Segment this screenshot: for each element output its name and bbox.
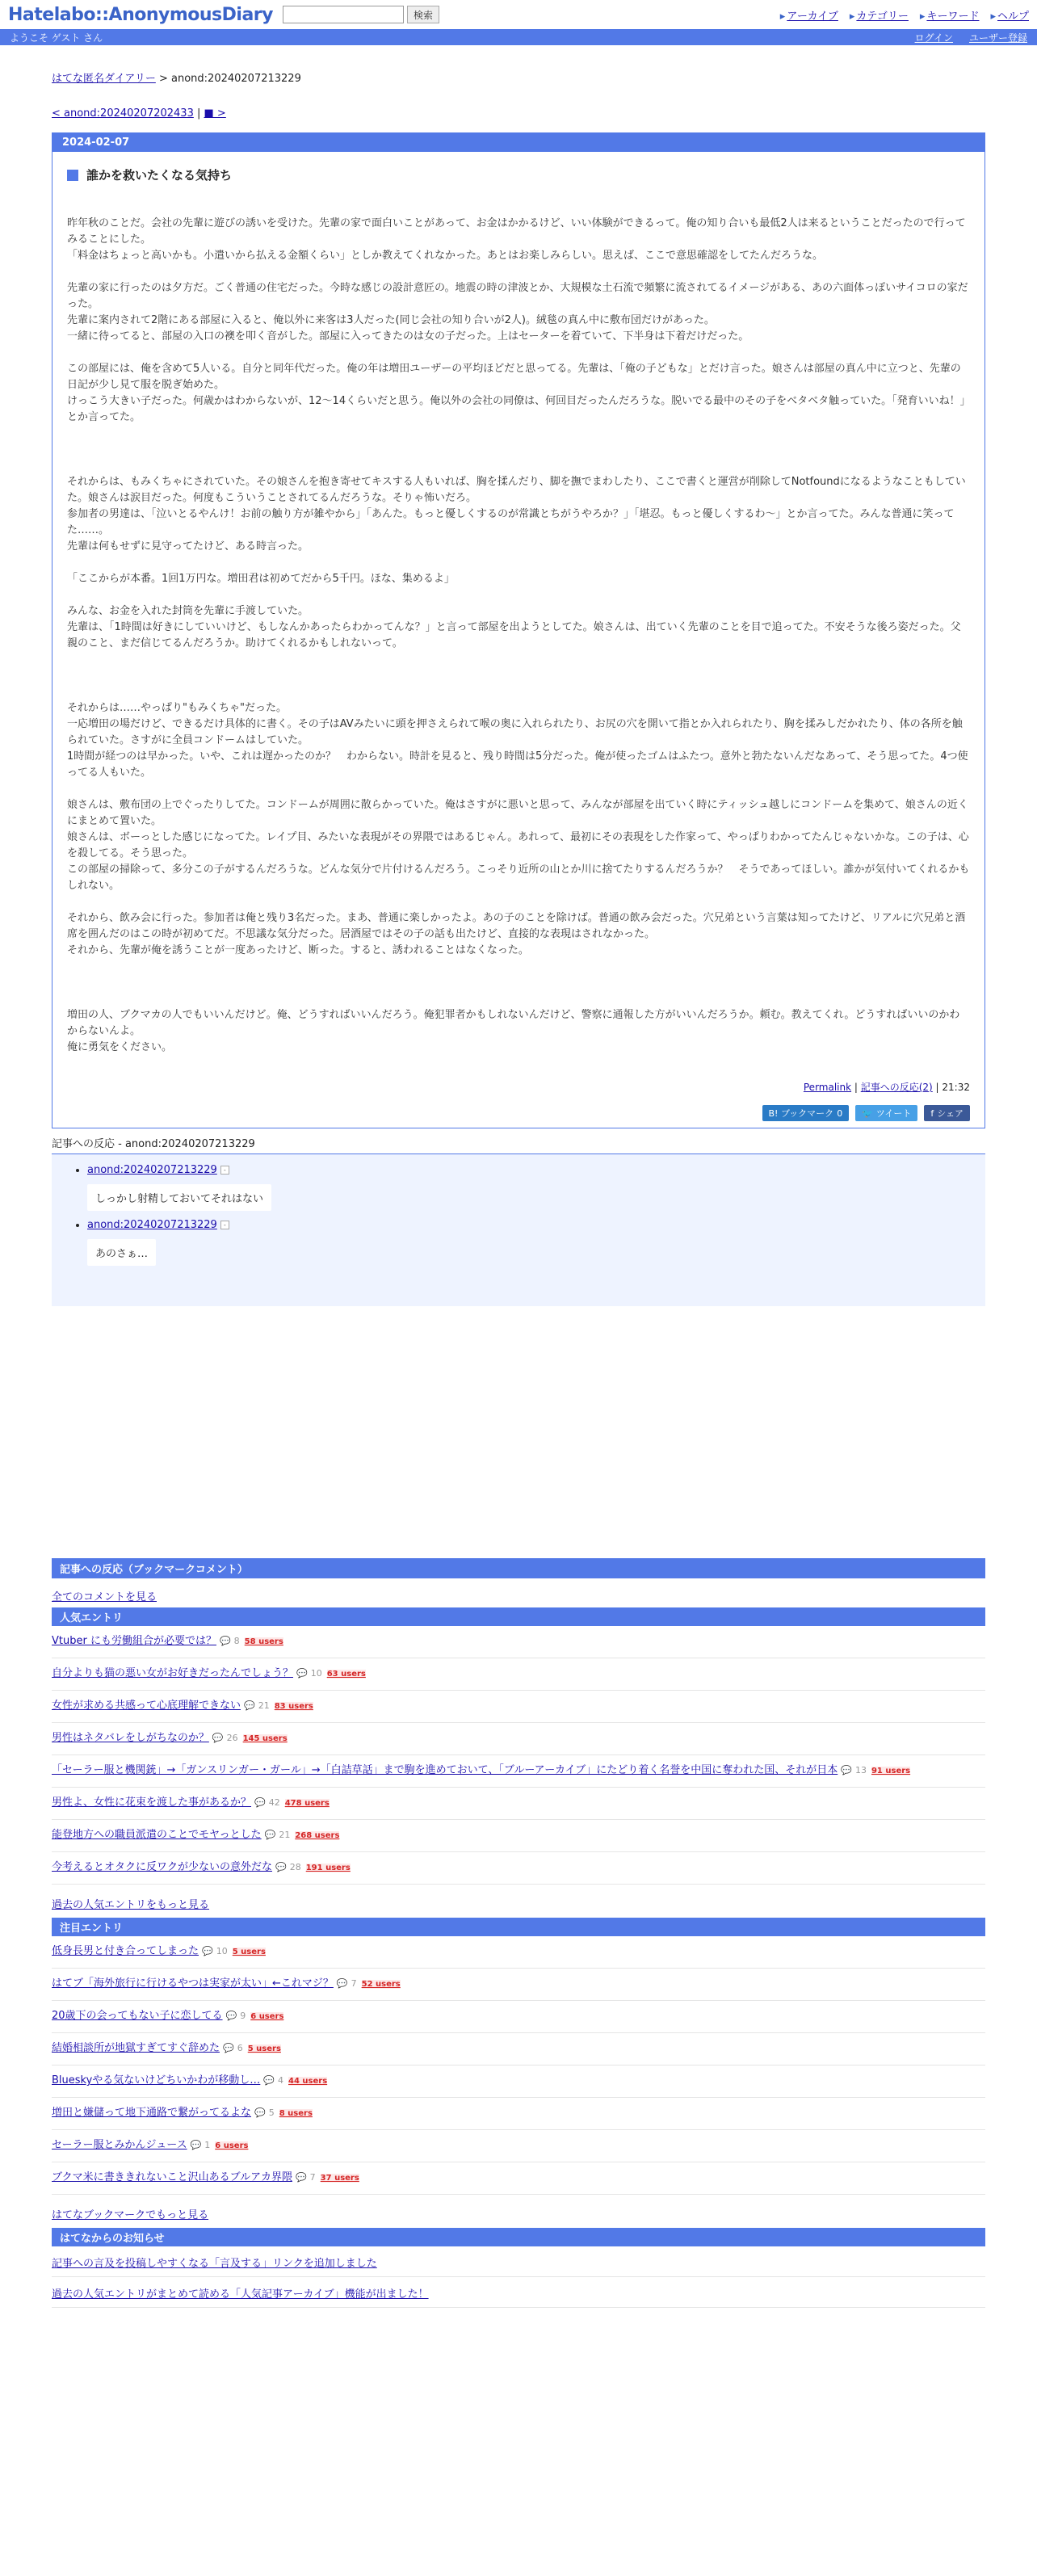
hot-entry-link[interactable]: 「セーラー服と機関銃」→「ガンスリンガー・ガール」→「白詰草話」まで駒を進めておいて、「ブルーアーカイブ」にたどり着く名誉を中国に奪われた国、それが日本 [52,1764,838,1776]
nav-keyword[interactable]: ▸ キーワード [920,7,980,23]
register-link[interactable]: ユーザー登録 [968,32,1027,44]
comment-count: 1 [204,2140,211,2150]
bookmark-users-badge[interactable]: 63 users [326,1670,366,1679]
hot-entry-item [52,2130,985,2162]
bookmark-section [52,1558,985,2308]
comment-bubble-icon: 💬 [244,1700,255,1711]
comment-count: 42 [268,1797,280,1808]
reaction-quote: しっかし射精しておいてそれはない [87,1184,271,1211]
comment-bubble-icon: 💬 [263,2075,275,2086]
hatena-bookmark-label: B! ブックマーク [768,1108,834,1119]
hot-entry-item [52,1626,985,1658]
tweet-button[interactable] [855,1105,917,1121]
bookmark-users-badge[interactable]: 478 users [284,1799,330,1808]
hot-entry-link[interactable]: 男性はネタバレをしがちなのか？ [52,1732,209,1744]
comment-bubble-icon: 💬 [254,2107,266,2118]
entry-paragraph: 娘さんは、敷布団の上でぐったりしてた。コンドームが周囲に散らかっていた。俺はさすがに悪いと思って、みんなが部屋を出ていく時にティッシュ越しにコンドームを集めて、娘さんの近くにまとめて置いた。 [67,799,968,827]
main-column [52,69,985,2308]
comment-bubble-icon: 💬 [212,1733,224,1743]
popular-title: 人気エントリ [52,1607,985,1626]
hot-entry-link[interactable]: 低身長男と付き合ってしまった [52,1945,199,1957]
entry-paragraph: それから、先輩が俺を誘うことが一度あったけど、断った。すると、誘われることはなくなった。 [67,944,529,956]
comment-bubble-icon: 💬 [841,1765,852,1775]
entry-paragraph [67,975,970,991]
entry-paragraph: それからは、もみくちゃにされていた。その娘さんを抱き寄せてキスする人もいれば、胸を揉んだり、脚を撫でまわしたり、ここで書くと運営が削除してNotfoundになるようなこともしていた。娘さんは涙目だった。何度もこういうことされてるんだろうな。そりゃ怖いだろ。 [67,476,966,504]
entry-paragraph: 先輩は、「1時間は好きにしていいけど、もしなんかあったらわかってんな？」と言って部屋を出ようとしてた。娘さんは、出ていく先輩のことを目で追ってた。不安そうな後ろ姿だった。父親のこと、まだ信じてるんだろうか。助けてくれるかもしれないって。 [67,621,961,649]
notice-link[interactable]: 過去の人気エントリがまとめて読める「人気記事アーカイブ」機能が出ました！ [52,2288,429,2301]
comment-bubble-icon: 💬 [296,1668,308,1679]
hot-entry-link[interactable]: 増田と嫌儲って地下通路で繋がってるよな [52,2107,252,2119]
entry-paragraph: それからは……やっぱり"もみくちゃ"だった。 [67,702,287,714]
hot-entry-item [52,2001,985,2033]
entry-paragraph: それから、飲み会に行った。参加者は俺と残り3名だった。まあ、普通に楽しかったよ。あの子のことを除けば。普通の飲み会だった。穴兄弟という言葉は知ってたけど、リアルに穴兄弟と酒席を囲んだのはこの時が初めてだ。不思議な気分だった。居酒屋ではその子の話も出たけど、直接的な表現はされなかった。 [67,912,966,940]
comment-bubble-icon: 💬 [336,1978,348,1989]
entry-paragraph [67,587,970,603]
bookmark-users-badge[interactable]: 83 users [274,1702,313,1711]
facebook-icon: f [930,1107,934,1119]
hot-entry-link[interactable]: Vtuber にも労働組合が必要では？ [52,1635,216,1647]
hot-entry-link[interactable]: 20歳下の会ってもない子に恋してる [52,2010,223,2022]
nav-category[interactable]: ▸ カテゴリー [850,7,909,23]
notice-item [52,2246,985,2277]
hot-entry-item [52,2033,985,2065]
reactions-list [52,1154,985,1306]
prev-entry-link[interactable]: < anond:20240207202433 [52,107,194,120]
entry-paragraph [67,668,970,684]
hot-entry-item [52,1691,985,1723]
entry-body [52,183,985,1056]
hot-entry-link[interactable]: セーラー服とみかんジュース [52,2139,187,2151]
top-nav [780,7,1029,23]
entry-paragraph: 「ここからが本番。1回1万円な。増田君は初めてだから5千円。ほな、集めるよ」 [67,573,455,585]
permalink-link[interactable]: Permalink [803,1082,852,1093]
hot-entry-item [52,1788,985,1820]
bookmark-users-badge[interactable]: 8 users [279,2109,313,2118]
login-link[interactable]: ログイン [914,32,953,44]
notice-title: はてなからのお知らせ [52,2228,985,2246]
entry-paragraph [67,991,970,1007]
entry-footer: Permalink | 記事への反応(2) | 21:32 [803,1082,970,1093]
entry-paragraph: 俺に勇気をください。 [67,1041,173,1053]
twitter-bird-icon: 🐦 [862,1107,873,1119]
hot-entry-item [52,1969,985,2001]
entry-paragraph: 先輩は何もせずに見守ってたけど、ある時言った。 [67,540,309,553]
attention-more-link[interactable]: はてなブックマークでもっと見る [52,2209,209,2221]
entry-title [67,166,985,183]
search-input[interactable] [283,6,404,23]
reactions-link[interactable]: 記事への反応(2) [860,1082,933,1093]
bookmark-users-badge[interactable]: 268 users [295,1831,340,1840]
search-button[interactable]: 検索 [407,6,439,23]
breadcrumb [52,69,985,85]
pager-sep: | [193,107,204,120]
comment-bubble-icon: 💬 [225,2011,237,2021]
hot-entry-link[interactable]: Blueskyやる気ないけどちいかわが移動し… [52,2074,261,2086]
reaction-item [87,1164,985,1211]
entry-time: 21:32 [942,1082,970,1093]
comment-count: 28 [289,1862,301,1872]
comment-count: 7 [351,1978,357,1989]
entry-paragraph [67,345,970,361]
hot-entry-link[interactable]: 結婚相談所が地獄すぎてすぐ辞めた [52,2042,220,2054]
reaction-quote: あのさぁ… [87,1239,156,1266]
hot-entry-item [52,2162,985,2195]
bookmark-users-badge[interactable]: 191 users [305,1864,351,1872]
comment-count: 21 [279,1830,291,1840]
entry-paragraph: 先輩の家に行ったのは夕方だ。ごく普通の住宅だった。今時な感じの設計意匠の。地震の時の津波とか、大規模な土石流で頻繁に流されてるイメージがある、あの六面体っぽいサイコロの家だった。 [67,282,968,310]
pager [52,107,985,120]
top-bar [0,0,1037,29]
hot-entry-link[interactable]: 女性が求める共感って心底理解できない [52,1700,241,1712]
entry-paragraph [67,684,970,700]
bookmark-users-badge[interactable]: 91 users [871,1767,911,1775]
bookmark-users-badge[interactable]: 37 users [320,2174,359,2183]
hot-entry-item [52,1723,985,1755]
entry-paragraph [67,426,970,442]
entry-paragraph [67,555,970,571]
reactions-title: 記事への反応 - anond:20240207213229 [52,1135,985,1154]
breadcrumb-current: anond:20240207213229 [171,73,301,85]
comment-bubble-icon: 💬 [219,1636,231,1646]
comment-count: 7 [309,2172,316,2183]
bookmark-users-badge[interactable]: 58 users [244,1637,283,1646]
comment-count: 8 [233,1636,240,1646]
comment-bubble-icon: 💬 [275,1862,287,1872]
entry-paragraph: この部屋の掃除って、多分この子がするんだろうな。どんな気分で片付けるんだろう。こっそり近所の山とか川に捨てたりするんだろうか？ そうであってほしい。誰かが気付いてくれるかもしれない。 [67,864,970,892]
hot-entry-item [52,1658,985,1691]
welcome-text: ようこそ ゲスト さん [10,32,103,44]
comment-bubble-icon: 💬 [264,1830,276,1840]
comment-count: 26 [226,1733,238,1743]
attention-title: 注目エントリ [52,1918,985,1936]
tweet-label: ツイート [875,1108,912,1119]
comment-count: 21 [258,1700,270,1711]
expand-icon[interactable]: - [220,1221,229,1229]
entry-paragraph: 先輩に案内されて2階にある部屋に入ると、俺以外に来客は3人だった(同じ会社の知り合いが2人)。絨毯の真ん中に敷布団だけがあった。 [67,314,715,326]
entry-paragraph [67,652,970,668]
bookmark-count: 0 [837,1107,843,1119]
nav-help[interactable]: ▸ ヘルプ [990,7,1029,23]
hot-entry-item [52,2098,985,2130]
bookmark-users-badge[interactable]: 5 users [232,1948,266,1956]
entry-paragraph: みんな、お金を入れた封筒を先輩に手渡していた。 [67,605,309,617]
share-label: シェア [937,1108,964,1119]
hot-entry-item [52,1852,985,1885]
hot-entry-link[interactable]: はてブ「海外旅行に行けるやつは実家が太い」←これマジ？ [52,1977,334,1990]
comment-count: 13 [854,1765,867,1775]
comment-count: 10 [310,1668,322,1679]
entry [52,132,985,1128]
notice-item [52,2277,985,2308]
comment-bubble-icon: 💬 [223,2043,234,2053]
site-logo[interactable]: Hatelabo::AnonymousDiary [8,4,273,25]
bookmark-users-badge[interactable]: 5 users [247,2044,281,2053]
notice-link[interactable]: 記事への言及を投稿しやすくなる「言及する」リンクを追加しました [52,2258,377,2270]
breadcrumb-sep: > [155,73,172,85]
entry-paragraph: 増田の人、ブクマカの人でもいいんだけど。俺、どうすればいいんだろう。俺犯罪者かもしれないんだけど、警察に通報した方がいいんだろうか。頼む。教えてくれ。どうすればいいのかわからないんよ。 [67,1009,960,1037]
entry-paragraph [67,458,970,474]
attention-list [52,1936,985,2195]
bookmark-users-badge[interactable]: 44 users [288,2077,328,2086]
entry-paragraph [67,959,970,975]
entry-paragraph: この部屋には、俺を含めて5人いる。自分と同年代だった。俺の年は増田ユーザーの平均ほどだと思ってる。先輩は、「俺の子どもな」とだけ言った。娘さんは部屋の真ん中に立つと、先輩の日記が少し見て服を脱ぎ始めた。 [67,363,961,391]
entry-paragraph [67,442,970,458]
reaction-link[interactable]: anond:20240207213229 [87,1219,217,1231]
entry-paragraph [67,781,970,797]
bookmark-users-badge[interactable]: 52 users [361,1980,401,1989]
entry-square-icon[interactable] [67,170,78,181]
hot-entry-link[interactable]: 能登地方への職員派遣のことでモヤっとした [52,1829,262,1841]
comment-count: 10 [216,1946,228,1956]
popular-more-link[interactable]: 過去の人気エントリをもっと見る [52,1899,210,1911]
hot-entry-link[interactable]: 今考えるとオタクに反ワクが少ないの意外だな [52,1861,273,1873]
expand-icon[interactable]: - [220,1166,229,1175]
reaction-item [87,1219,985,1266]
bookmark-section-title: 記事への反応（ブックマークコメント） [52,1558,985,1578]
comment-bubble-icon: 💬 [202,1946,213,1956]
share-buttons [52,1094,985,1128]
entry-paragraph: 一応増田の場だけど、できるだけ具体的に書く。その子はAVみたいに頭を押さえられて喉の奥に入れられたり、お尻の穴を開いて指とか入れられたり、胸を揉みしだかれたり、体の各所を触られていた。さすがに全員コンドームはしていた。 [67,718,963,746]
breadcrumb-root[interactable]: はてな匿名ダイアリー [52,73,156,85]
entry-paragraph: 娘さんは、ボーっとした感じになってた。レイプ目、みたいな表現がその界隈ではあるじゃん。あれって、最初にその表現をした作家って、やっぱりわかってたんじゃないかな。この子は、心を殺してる。そう思った。 [67,831,969,859]
entry-paragraph: 一緒に待ってると、部屋の入口の襖を叩く音がした。部屋に入ってきたのは女の子だった。上はセーターを着ていて、下半身は下着だけだった。 [67,330,749,342]
comment-count: 4 [278,2075,284,2086]
entry-paragraph: けっこう大きい子だった。何歳かはわからないが、12～14くらいだと思う。俺以外の会社の同僚は、何回目だったんだろうな。脱いでる最中のその子をベタベタ触っていた。「発育いいね！」とか言ってた。 [67,395,966,423]
comment-bubble-icon: 💬 [190,2140,202,2150]
hot-entry-item [52,1820,985,1852]
hot-entry-item [52,2065,985,2098]
entry-date: 2024-02-07 [52,133,985,152]
comment-count: 9 [240,2011,246,2021]
facebook-share-button[interactable] [924,1105,970,1121]
entry-paragraph: 参加者の男達は、「泣いとるやんけ！お前の触り方が雑やから」「あんた。もっと優しくするのが常識とちがうやろか？」「堪忍。もっと優しくするわ～」とか言ってた。みんな普通に笑ってた……。 [67,508,955,536]
notice-list [52,2246,985,2308]
hot-entry-link[interactable]: 自分よりも猫の悪い女がお好きだったんでしょう？ [52,1667,294,1679]
entry-paragraph: 1時間が経つのは早かった。いや、これは遅かったのか？ わからない。時計を見ると、残り時間は5分だった。俺が使ったゴムはふたつ。意外と勃たないんだなあって、そう思ってた。4つ使ってる人もいた。 [67,750,968,779]
hatena-bookmark-button[interactable] [762,1105,850,1121]
comment-bubble-icon: 💬 [295,2172,307,2183]
hot-entry-link[interactable]: 男性よ、女性に花束を渡した事があるか？ [52,1796,252,1809]
entry-title-text: 誰かを救いたくなる気持ち [86,168,233,183]
hot-entry-item [52,1755,985,1788]
bookmark-users-badge[interactable]: 6 users [250,2012,284,2021]
hot-entry-item [52,1936,985,1969]
comment-count: 5 [268,2107,275,2118]
comment-bubble-icon: 💬 [254,1797,266,1808]
nav-archive[interactable]: ▸ アーカイブ [780,7,838,23]
bookmark-users-badge[interactable]: 6 users [215,2141,249,2150]
entry-paragraph: 昨年秋のことだ。会社の先輩に遊びの誘いを受けた。先輩の家で面白いことがあって、お金はかかるけど、いい体験ができるって。俺の知り合いも最低2人は来るということだったので行ってみることにした。 [67,217,966,246]
next-entry-link[interactable]: ■ > [204,107,226,120]
all-comments-link[interactable]: 全てのコメントを見る [52,1591,157,1603]
popular-list [52,1626,985,1885]
entry-paragraph [67,264,970,280]
user-bar [0,29,1037,45]
hot-entry-link[interactable]: ブクマ米に書ききれないこと沢山あるブルアカ界隈 [52,2171,292,2183]
entry-paragraph: 「料金はちょっと高いかも。小遣いから払える金額くらい」としか教えてくれなかった。あとはお楽しみらしい。思えば、ここで意思確認をしてたんだろうな。 [67,250,824,262]
comment-count: 6 [237,2043,243,2053]
bookmark-users-badge[interactable]: 145 users [242,1734,288,1743]
entry-paragraph [67,894,970,910]
reaction-link[interactable]: anond:20240207213229 [87,1164,217,1176]
